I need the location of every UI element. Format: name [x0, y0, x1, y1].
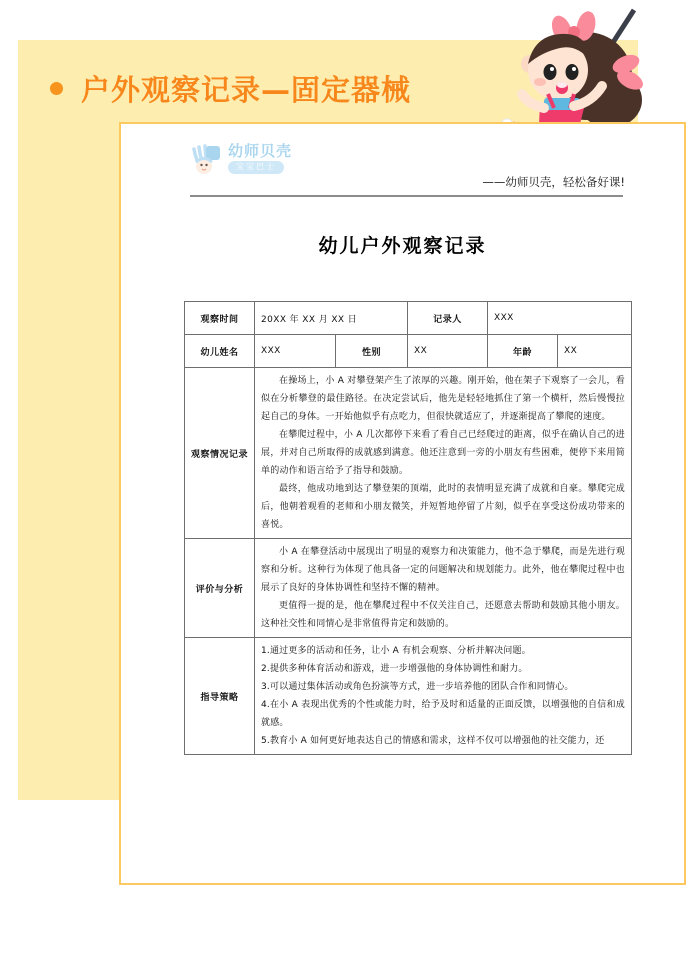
label-observation-notes: 观察情况记录 — [185, 368, 255, 539]
value-recorder[interactable]: XXX — [488, 302, 632, 335]
brand-header — [190, 142, 625, 198]
value-gender[interactable]: XX — [408, 335, 488, 368]
document-card — [119, 122, 686, 885]
value-observation-time[interactable]: 20XX 年 XX 月 XX 日 — [255, 302, 408, 335]
slide-heading — [50, 68, 411, 109]
strategy-item: 3.可以通过集体活动或角色扮演等方式，进一步培养他的团队合作和同情心。 — [261, 682, 574, 692]
strategy-item: 5.教育小 A 如何更好地表达自己的情感和需求，这样不仅可以增强他的社交能力，还 — [261, 736, 605, 746]
value-age[interactable]: XX — [558, 335, 632, 368]
strategy-item: 4.在小 A 表现出优秀的个性或能力时，给予及时和适量的正面反馈，以增强他的自信和成就感。 — [261, 700, 626, 728]
bullet-icon — [50, 82, 63, 95]
table-row-observation-time — [185, 302, 632, 335]
table-row-evaluation — [185, 539, 632, 638]
value-child-name[interactable]: XXX — [255, 335, 336, 368]
logo-text-group — [228, 144, 292, 173]
logo-name: 幼师贝壳 — [228, 142, 293, 161]
paragraph: 在操场上，小 A 对攀登架产生了浓厚的兴趣。刚开始，他在架子下观察了一会儿，看似在分析攀登的最佳路径。在决定尝试后，他先是轻轻地抓住了第一个横杆，然后慢慢拉起自己的身体。一开始他似乎有点吃力，但很快就适应了，并逐渐提高了攀爬的速度。 — [261, 376, 626, 422]
content-strategies[interactable] — [255, 638, 632, 755]
label-gender: 性别 — [336, 335, 408, 368]
label-child-name: 幼儿姓名 — [185, 335, 255, 368]
content-observation-notes[interactable] — [255, 368, 632, 539]
paragraph: 在攀爬过程中，小 A 几次都停下来看了看自己已经爬过的距离，似乎在确认自己的进展，并对自己所取得的成就感到满意。他还注意到一旁的小朋友有些困难，便停下来用简单的动作和语言给予了指导和鼓励。 — [261, 430, 626, 476]
table-row-observation-notes — [185, 368, 632, 539]
logo-badge: 宝宝巴士 — [228, 161, 284, 173]
brand-logo — [190, 142, 292, 176]
slide-heading-text: 户外观察记录—固定器械 — [81, 73, 412, 107]
header-divider — [190, 195, 623, 197]
table-row-child-info — [185, 335, 632, 368]
strategy-item: 1.通过更多的活动和任务，让小 A 有机会观察、分析并解决问题。 — [261, 646, 531, 656]
content-evaluation[interactable] — [255, 539, 632, 638]
label-evaluation: 评价与分析 — [185, 539, 255, 638]
observation-record-table — [184, 301, 632, 755]
paragraph: 小 A 在攀登活动中展现出了明显的观察力和决策能力，他不急于攀爬，而是先进行观察和分析。这种行为体现了他具备一定的问题解决和规划能力。此外，他在攀爬过程中也展示了良好的身体协调性和坚持不懈的精神。 — [261, 547, 626, 593]
label-recorder: 记录人 — [408, 302, 488, 335]
shell-baby-logo-icon — [190, 142, 224, 176]
strategy-item: 2.提供多种体育活动和游戏，进一步增强他的身体协调性和耐力。 — [261, 664, 528, 674]
label-observation-time: 观察时间 — [185, 302, 255, 335]
paragraph: 最终，他成功地到达了攀登架的顶端，此时的表情明显充满了成就和自豪。攀爬完成后，他朝着观看的老师和小朋友微笑，并短暂地停留了片刻，似乎在享受这份成功带来的喜悦。 — [261, 484, 626, 530]
table-row-strategies — [185, 638, 632, 755]
brand-tagline: ——幼师贝壳，轻松备好课! — [482, 175, 625, 189]
document-title: 幼儿户外观察记录 — [318, 235, 487, 257]
label-age: 年龄 — [488, 335, 558, 368]
label-strategies: 指导策略 — [185, 638, 255, 755]
paragraph: 更值得一提的是，他在攀爬过程中不仅关注自己，还愿意去帮助和鼓励其他小朋友。这种社交性和同情心是非常值得肯定和鼓励的。 — [261, 601, 626, 629]
